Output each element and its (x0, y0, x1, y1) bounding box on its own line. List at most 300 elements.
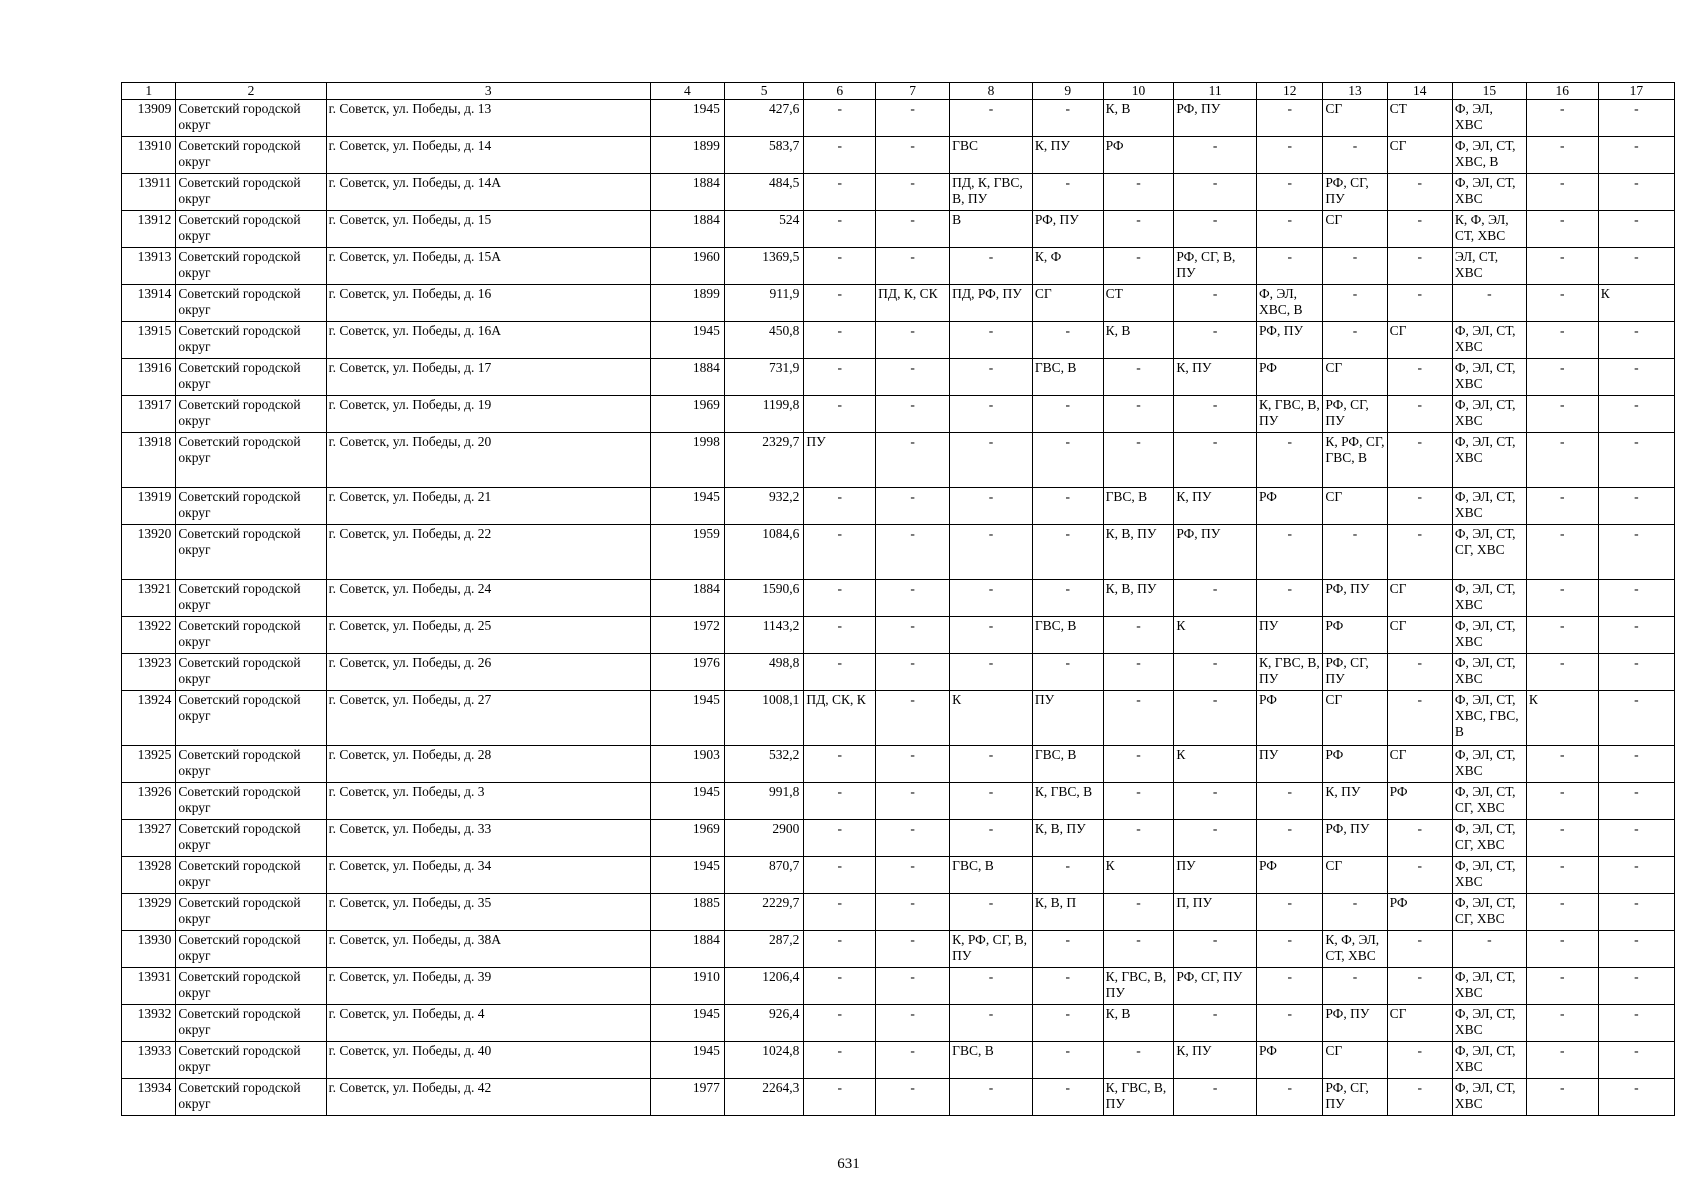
cell-col-5: 2264,3 (724, 1079, 803, 1116)
cell-col-13: РФ (1323, 746, 1387, 783)
cell-col-7: - (876, 931, 950, 968)
cell-col-16: К (1526, 691, 1598, 746)
cell-col-15: К, Ф, ЭЛ, СТ, ХВС (1452, 211, 1526, 248)
cell-col-7: - (876, 488, 950, 525)
cell-col-10: К, В, ПУ (1103, 525, 1174, 580)
table-row (122, 931, 1675, 968)
cell-col-5: 1084,6 (724, 525, 803, 580)
cell-col-13: РФ, СГ, ПУ (1323, 654, 1387, 691)
column-header-10: 10 (1103, 83, 1174, 100)
cell-col-8: ГВС (950, 137, 1033, 174)
cell-col-14: - (1387, 931, 1452, 968)
cell-col-7: - (876, 174, 950, 211)
cell-col-16: - (1526, 857, 1598, 894)
cell-col-11: - (1174, 691, 1257, 746)
cell-col-8: - (950, 580, 1033, 617)
cell-col-17: - (1598, 580, 1674, 617)
cell-col-8: - (950, 248, 1033, 285)
cell-col-10: СТ (1103, 285, 1174, 322)
cell-col-16: - (1526, 285, 1598, 322)
cell-col-9: - (1032, 100, 1103, 137)
cell-col-1: 13932 (122, 1005, 176, 1042)
cell-col-2: Советский городской округ (176, 1042, 326, 1079)
cell-col-11: РФ, СГ, ПУ (1174, 968, 1257, 1005)
table-row (122, 1079, 1675, 1116)
cell-col-10: - (1103, 359, 1174, 396)
cell-col-2: Советский городской округ (176, 396, 326, 433)
cell-col-17: - (1598, 433, 1674, 488)
cell-col-4: 1899 (650, 285, 724, 322)
cell-col-2: Советский городской округ (176, 783, 326, 820)
cell-col-16: - (1526, 525, 1598, 580)
cell-col-10: К, В, ПУ (1103, 580, 1174, 617)
cell-col-8: К, РФ, СГ, В, ПУ (950, 931, 1033, 968)
cell-col-9: - (1032, 857, 1103, 894)
cell-col-8: - (950, 359, 1033, 396)
cell-col-14: СГ (1387, 1005, 1452, 1042)
cell-col-17: - (1598, 783, 1674, 820)
cell-col-3: г. Советск, ул. Победы, д. 14 (326, 137, 650, 174)
cell-col-4: 1899 (650, 137, 724, 174)
cell-col-5: 532,2 (724, 746, 803, 783)
cell-col-8: - (950, 525, 1033, 580)
table-row (122, 820, 1675, 857)
table-row (122, 857, 1675, 894)
cell-col-13: СГ (1323, 100, 1387, 137)
cell-col-2: Советский городской округ (176, 433, 326, 488)
cell-col-3: г. Советск, ул. Победы, д. 19 (326, 396, 650, 433)
cell-col-11: - (1174, 174, 1257, 211)
cell-col-10: К, В (1103, 1005, 1174, 1042)
cell-col-17: - (1598, 137, 1674, 174)
cell-col-1: 13910 (122, 137, 176, 174)
cell-col-3: г. Советск, ул. Победы, д. 42 (326, 1079, 650, 1116)
cell-col-12: РФ (1257, 488, 1323, 525)
cell-col-6: - (804, 820, 876, 857)
cell-col-6: - (804, 1005, 876, 1042)
cell-col-2: Советский городской округ (176, 931, 326, 968)
cell-col-13: - (1323, 894, 1387, 931)
cell-col-6: - (804, 525, 876, 580)
cell-col-12: ПУ (1257, 746, 1323, 783)
table-body (122, 100, 1675, 1116)
cell-col-15: Ф, ЭЛ, СТ, ХВС (1452, 617, 1526, 654)
cell-col-9: - (1032, 433, 1103, 488)
cell-col-7: - (876, 211, 950, 248)
cell-col-5: 287,2 (724, 931, 803, 968)
cell-col-12: - (1257, 931, 1323, 968)
cell-col-6: - (804, 968, 876, 1005)
cell-col-15: Ф, ЭЛ, СТ, ХВС (1452, 174, 1526, 211)
cell-col-13: СГ (1323, 857, 1387, 894)
cell-col-11: - (1174, 211, 1257, 248)
column-header-6: 6 (804, 83, 876, 100)
cell-col-8: - (950, 783, 1033, 820)
cell-col-7: - (876, 857, 950, 894)
cell-col-8: - (950, 617, 1033, 654)
cell-col-11: - (1174, 1079, 1257, 1116)
cell-col-14: - (1387, 488, 1452, 525)
cell-col-6: - (804, 285, 876, 322)
cell-col-2: Советский городской округ (176, 691, 326, 746)
cell-col-8: - (950, 322, 1033, 359)
cell-col-13: СГ (1323, 488, 1387, 525)
cell-col-14: СГ (1387, 580, 1452, 617)
cell-col-16: - (1526, 359, 1598, 396)
cell-col-14: - (1387, 285, 1452, 322)
cell-col-4: 1945 (650, 488, 724, 525)
cell-col-11: - (1174, 1005, 1257, 1042)
table-row (122, 322, 1675, 359)
cell-col-7: - (876, 525, 950, 580)
cell-col-10: - (1103, 433, 1174, 488)
cell-col-6: - (804, 248, 876, 285)
table-row (122, 433, 1675, 488)
cell-col-8: ГВС, В (950, 857, 1033, 894)
cell-col-4: 1910 (650, 968, 724, 1005)
table-row (122, 783, 1675, 820)
cell-col-3: г. Советск, ул. Победы, д. 14А (326, 174, 650, 211)
cell-col-5: 991,8 (724, 783, 803, 820)
cell-col-11: - (1174, 396, 1257, 433)
cell-col-3: г. Советск, ул. Победы, д. 33 (326, 820, 650, 857)
cell-col-6: ПД, СК, К (804, 691, 876, 746)
cell-col-3: г. Советск, ул. Победы, д. 16 (326, 285, 650, 322)
cell-col-7: - (876, 359, 950, 396)
cell-col-2: Советский городской округ (176, 322, 326, 359)
cell-col-14: СГ (1387, 746, 1452, 783)
cell-col-4: 1969 (650, 820, 724, 857)
cell-col-15: - (1452, 931, 1526, 968)
cell-col-16: - (1526, 580, 1598, 617)
cell-col-1: 13934 (122, 1079, 176, 1116)
cell-col-4: 1976 (650, 654, 724, 691)
cell-col-16: - (1526, 322, 1598, 359)
cell-col-2: Советский городской округ (176, 488, 326, 525)
cell-col-12: ПУ (1257, 617, 1323, 654)
cell-col-9: ГВС, В (1032, 746, 1103, 783)
column-header-7: 7 (876, 83, 950, 100)
cell-col-9: К, В, П (1032, 894, 1103, 931)
cell-col-1: 13916 (122, 359, 176, 396)
cell-col-9: К, В, ПУ (1032, 820, 1103, 857)
cell-col-6: - (804, 359, 876, 396)
column-header-1: 1 (122, 83, 176, 100)
cell-col-11: К (1174, 746, 1257, 783)
cell-col-11: РФ, СГ, В, ПУ (1174, 248, 1257, 285)
cell-col-3: г. Советск, ул. Победы, д. 40 (326, 1042, 650, 1079)
cell-col-16: - (1526, 1079, 1598, 1116)
cell-col-13: РФ, СГ, ПУ (1323, 396, 1387, 433)
cell-col-15: Ф, ЭЛ, СТ, СГ, ХВС (1452, 820, 1526, 857)
cell-col-10: - (1103, 396, 1174, 433)
cell-col-5: 2229,7 (724, 894, 803, 931)
cell-col-8: - (950, 1005, 1033, 1042)
cell-col-11: - (1174, 322, 1257, 359)
cell-col-8: - (950, 654, 1033, 691)
table-row (122, 746, 1675, 783)
cell-col-3: г. Советск, ул. Победы, д. 25 (326, 617, 650, 654)
cell-col-12: - (1257, 894, 1323, 931)
table-row (122, 894, 1675, 931)
cell-col-9: СГ (1032, 285, 1103, 322)
cell-col-6: - (804, 137, 876, 174)
cell-col-3: г. Советск, ул. Победы, д. 27 (326, 691, 650, 746)
cell-col-5: 1143,2 (724, 617, 803, 654)
table-row (122, 137, 1675, 174)
cell-col-2: Советский городской округ (176, 746, 326, 783)
cell-col-5: 583,7 (724, 137, 803, 174)
cell-col-3: г. Советск, ул. Победы, д. 24 (326, 580, 650, 617)
cell-col-12: - (1257, 1005, 1323, 1042)
cell-col-6: - (804, 488, 876, 525)
cell-col-15: Ф, ЭЛ, СТ, ХВС (1452, 654, 1526, 691)
cell-col-16: - (1526, 968, 1598, 1005)
column-header-2: 2 (176, 83, 326, 100)
table-row (122, 1005, 1675, 1042)
cell-col-14: - (1387, 1042, 1452, 1079)
table-row (122, 580, 1675, 617)
cell-col-13: СГ (1323, 691, 1387, 746)
column-header-3: 3 (326, 83, 650, 100)
column-header-5: 5 (724, 83, 803, 100)
cell-col-11: П, ПУ (1174, 894, 1257, 931)
cell-col-8: - (950, 894, 1033, 931)
cell-col-5: 2329,7 (724, 433, 803, 488)
cell-col-6: - (804, 322, 876, 359)
cell-col-11: - (1174, 285, 1257, 322)
cell-col-15: Ф, ЭЛ, СТ, ХВС (1452, 746, 1526, 783)
cell-col-14: - (1387, 211, 1452, 248)
cell-col-10: К, В (1103, 100, 1174, 137)
cell-col-16: - (1526, 1042, 1598, 1079)
cell-col-17: К (1598, 285, 1674, 322)
cell-col-4: 1884 (650, 211, 724, 248)
cell-col-16: - (1526, 617, 1598, 654)
cell-col-7: - (876, 322, 950, 359)
cell-col-7: - (876, 396, 950, 433)
cell-col-10: К, ГВС, В, ПУ (1103, 968, 1174, 1005)
cell-col-5: 1369,5 (724, 248, 803, 285)
cell-col-5: 1008,1 (724, 691, 803, 746)
cell-col-13: РФ, СГ, ПУ (1323, 1079, 1387, 1116)
cell-col-12: - (1257, 433, 1323, 488)
cell-col-1: 13921 (122, 580, 176, 617)
cell-col-12: К, ГВС, В, ПУ (1257, 396, 1323, 433)
cell-col-17: - (1598, 211, 1674, 248)
cell-col-5: 484,5 (724, 174, 803, 211)
cell-col-9: РФ, ПУ (1032, 211, 1103, 248)
cell-col-8: ПД, К, ГВС, В, ПУ (950, 174, 1033, 211)
cell-col-3: г. Советск, ул. Победы, д. 15А (326, 248, 650, 285)
cell-col-11: К, ПУ (1174, 359, 1257, 396)
cell-col-11: - (1174, 820, 1257, 857)
cell-col-12: - (1257, 211, 1323, 248)
cell-col-17: - (1598, 359, 1674, 396)
cell-col-13: - (1323, 248, 1387, 285)
cell-col-11: - (1174, 654, 1257, 691)
cell-col-10: - (1103, 931, 1174, 968)
cell-col-2: Советский городской округ (176, 359, 326, 396)
table-row (122, 1042, 1675, 1079)
cell-col-8: - (950, 396, 1033, 433)
cell-col-17: - (1598, 1079, 1674, 1116)
cell-col-2: Советский городской округ (176, 137, 326, 174)
cell-col-15: Ф, ЭЛ, СТ, ХВС (1452, 322, 1526, 359)
cell-col-17: - (1598, 617, 1674, 654)
cell-col-1: 13922 (122, 617, 176, 654)
cell-col-7: - (876, 617, 950, 654)
registry-table (121, 82, 1675, 1116)
cell-col-2: Советский городской округ (176, 857, 326, 894)
cell-col-7: - (876, 1079, 950, 1116)
cell-col-4: 1884 (650, 359, 724, 396)
table-row (122, 488, 1675, 525)
cell-col-2: Советский городской округ (176, 525, 326, 580)
cell-col-5: 731,9 (724, 359, 803, 396)
cell-col-4: 1884 (650, 931, 724, 968)
cell-col-17: - (1598, 1042, 1674, 1079)
cell-col-11: РФ, ПУ (1174, 100, 1257, 137)
cell-col-7: - (876, 894, 950, 931)
cell-col-1: 13913 (122, 248, 176, 285)
cell-col-17: - (1598, 820, 1674, 857)
column-header-11: 11 (1174, 83, 1257, 100)
cell-col-17: - (1598, 931, 1674, 968)
cell-col-2: Советский городской округ (176, 285, 326, 322)
table-row (122, 100, 1675, 137)
cell-col-12: РФ (1257, 857, 1323, 894)
cell-col-3: г. Советск, ул. Победы, д. 38А (326, 931, 650, 968)
cell-col-13: РФ (1323, 617, 1387, 654)
cell-col-14: - (1387, 433, 1452, 488)
cell-col-17: - (1598, 968, 1674, 1005)
cell-col-12: РФ (1257, 691, 1323, 746)
cell-col-4: 1959 (650, 525, 724, 580)
table-row (122, 248, 1675, 285)
cell-col-17: - (1598, 174, 1674, 211)
cell-col-1: 13920 (122, 525, 176, 580)
cell-col-8: - (950, 433, 1033, 488)
cell-col-3: г. Советск, ул. Победы, д. 28 (326, 746, 650, 783)
cell-col-8: - (950, 100, 1033, 137)
cell-col-13: - (1323, 968, 1387, 1005)
column-header-16: 16 (1526, 83, 1598, 100)
cell-col-17: - (1598, 857, 1674, 894)
cell-col-15: Ф, ЭЛ, СТ, СГ, ХВС (1452, 525, 1526, 580)
cell-col-5: 926,4 (724, 1005, 803, 1042)
cell-col-10: - (1103, 746, 1174, 783)
cell-col-10: - (1103, 1042, 1174, 1079)
column-header-12: 12 (1257, 83, 1323, 100)
cell-col-15: - (1452, 285, 1526, 322)
cell-col-1: 13931 (122, 968, 176, 1005)
cell-col-15: Ф, ЭЛ, СТ, ХВС (1452, 1042, 1526, 1079)
cell-col-4: 1977 (650, 1079, 724, 1116)
cell-col-15: Ф, ЭЛ, СТ, ХВС (1452, 1079, 1526, 1116)
cell-col-1: 13930 (122, 931, 176, 968)
cell-col-4: 1945 (650, 1042, 724, 1079)
cell-col-16: - (1526, 488, 1598, 525)
cell-col-5: 870,7 (724, 857, 803, 894)
cell-col-4: 1903 (650, 746, 724, 783)
cell-col-9: - (1032, 1005, 1103, 1042)
cell-col-16: - (1526, 433, 1598, 488)
cell-col-10: - (1103, 654, 1174, 691)
cell-col-6: - (804, 783, 876, 820)
cell-col-7: - (876, 248, 950, 285)
cell-col-9: - (1032, 968, 1103, 1005)
cell-col-10: - (1103, 174, 1174, 211)
cell-col-11: К, ПУ (1174, 488, 1257, 525)
cell-col-8: ГВС, В (950, 1042, 1033, 1079)
cell-col-6: - (804, 746, 876, 783)
cell-col-15: Ф, ЭЛ, ХВС (1452, 100, 1526, 137)
cell-col-3: г. Советск, ул. Победы, д. 21 (326, 488, 650, 525)
cell-col-13: СГ (1323, 1042, 1387, 1079)
cell-col-15: Ф, ЭЛ, СТ, СГ, ХВС (1452, 783, 1526, 820)
cell-col-11: - (1174, 433, 1257, 488)
cell-col-14: СГ (1387, 137, 1452, 174)
cell-col-9: - (1032, 174, 1103, 211)
cell-col-17: - (1598, 100, 1674, 137)
cell-col-9: - (1032, 488, 1103, 525)
cell-col-1: 13925 (122, 746, 176, 783)
cell-col-14: - (1387, 691, 1452, 746)
cell-col-12: РФ, ПУ (1257, 322, 1323, 359)
cell-col-13: - (1323, 322, 1387, 359)
cell-col-12: РФ (1257, 1042, 1323, 1079)
header-row (122, 83, 1675, 100)
cell-col-1: 13918 (122, 433, 176, 488)
cell-col-11: - (1174, 580, 1257, 617)
cell-col-5: 1206,4 (724, 968, 803, 1005)
cell-col-14: СГ (1387, 322, 1452, 359)
cell-col-9: - (1032, 525, 1103, 580)
cell-col-14: - (1387, 857, 1452, 894)
cell-col-2: Советский городской округ (176, 174, 326, 211)
cell-col-3: г. Советск, ул. Победы, д. 4 (326, 1005, 650, 1042)
cell-col-9: ГВС, В (1032, 617, 1103, 654)
cell-col-8: В (950, 211, 1033, 248)
cell-col-14: РФ (1387, 894, 1452, 931)
cell-col-2: Советский городской округ (176, 248, 326, 285)
cell-col-6: ПУ (804, 433, 876, 488)
cell-col-13: - (1323, 285, 1387, 322)
cell-col-16: - (1526, 211, 1598, 248)
cell-col-2: Советский городской округ (176, 820, 326, 857)
table-row (122, 968, 1675, 1005)
cell-col-7: - (876, 137, 950, 174)
cell-col-15: Ф, ЭЛ, СТ, ХВС (1452, 433, 1526, 488)
cell-col-14: - (1387, 1079, 1452, 1116)
cell-col-4: 1945 (650, 783, 724, 820)
cell-col-9: К, ПУ (1032, 137, 1103, 174)
cell-col-7: - (876, 746, 950, 783)
cell-col-12: - (1257, 100, 1323, 137)
cell-col-1: 13933 (122, 1042, 176, 1079)
cell-col-15: Ф, ЭЛ, СТ, ХВС (1452, 1005, 1526, 1042)
cell-col-16: - (1526, 746, 1598, 783)
registry-table-container (121, 82, 1675, 1116)
cell-col-14: - (1387, 820, 1452, 857)
cell-col-1: 13927 (122, 820, 176, 857)
cell-col-17: - (1598, 525, 1674, 580)
page-number: 631 (837, 1156, 860, 1172)
cell-col-13: - (1323, 137, 1387, 174)
cell-col-16: - (1526, 100, 1598, 137)
cell-col-3: г. Советск, ул. Победы, д. 16А (326, 322, 650, 359)
